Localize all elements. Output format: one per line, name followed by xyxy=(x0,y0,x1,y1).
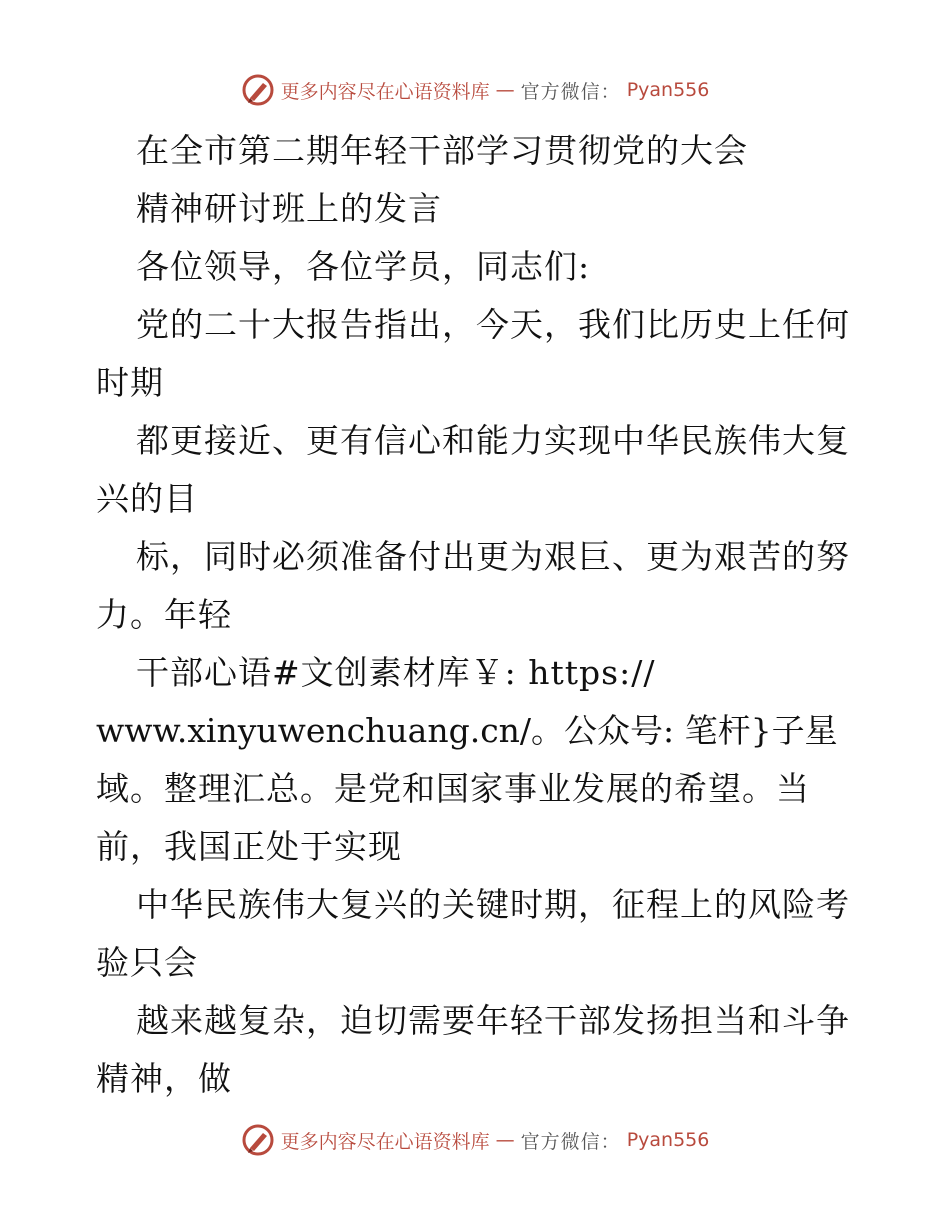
paragraph-line: 时期 xyxy=(96,363,164,402)
banner-dash: — xyxy=(495,79,515,101)
paragraph-line: 中华民族伟大复兴的关键时期，征程上的风险考 xyxy=(136,885,850,924)
banner-gray-text: 官方微信： xyxy=(520,80,621,103)
paragraph-line: www.xinyuwenchuang.cn/。公众号: 笔杆}子星 xyxy=(96,711,838,750)
footer-banner xyxy=(0,1120,950,1160)
paragraph-line: 标，同时必须准备付出更为艰巨、更为艰苦的努 xyxy=(136,537,850,576)
paragraph-line: 验只会 xyxy=(96,943,198,982)
doc-title-line-1: 在全市第二期年轻干部学习贯彻党的大会 xyxy=(136,131,748,170)
paragraph-line: 越来越复杂，迫切需要年轻干部发扬担当和斗争 xyxy=(136,1001,850,1040)
paragraph-line: 党的二十大报告指出，今天，我们比历史上任何 xyxy=(136,305,850,344)
document-body xyxy=(96,122,856,1108)
banner-wechat-id: Pyan556 xyxy=(626,79,710,101)
paragraph-line: 域。整理汇总。是党和国家事业发展的希望。当 xyxy=(96,769,810,808)
paragraph-line: 干部心语#文创素材库￥: https:// xyxy=(136,653,656,692)
banner-dash: — xyxy=(495,1129,515,1151)
paragraph-line: 前，我国正处于实现 xyxy=(96,827,402,866)
paragraph-line: 都更接近、更有信心和能力实现中华民族伟大复 xyxy=(136,421,850,460)
paragraph-line: 精神，做 xyxy=(96,1059,232,1098)
banner-red-text: 更多内容尽在心语资料库 xyxy=(280,80,490,103)
pen-logo-icon xyxy=(241,73,275,107)
banner-gray-text: 官方微信： xyxy=(520,1130,621,1153)
pen-logo-icon xyxy=(241,1123,275,1157)
paragraph-line: 兴的目 xyxy=(96,479,198,518)
banner-red-text: 更多内容尽在心语资料库 xyxy=(280,1130,490,1153)
header-banner xyxy=(0,70,950,110)
paragraph-line: 力。年轻 xyxy=(96,595,232,634)
banner-wechat-id: Pyan556 xyxy=(626,1129,710,1151)
salutation: 各位领导，各位学员，同志们: xyxy=(136,247,591,286)
doc-title-line-2: 精神研讨班上的发言 xyxy=(136,189,442,228)
